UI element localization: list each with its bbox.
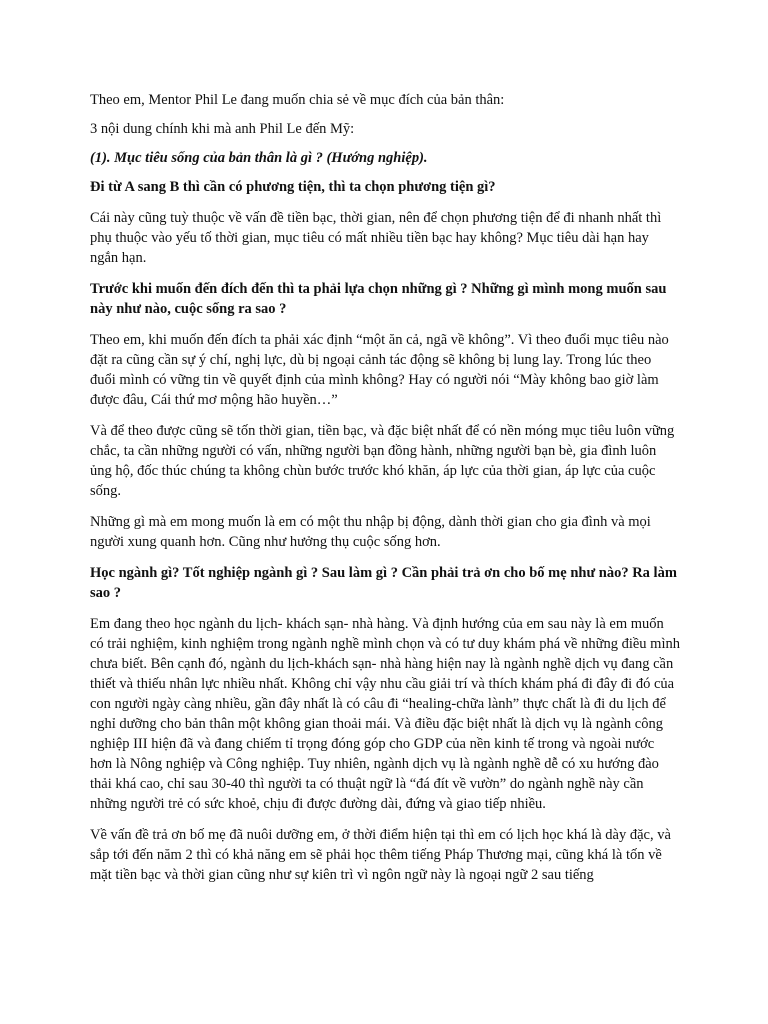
paragraph-support: Và để theo được cũng sẽ tốn thời gian, tiền bạc, và đặc biệt nhất để có nền móng mục tiêu luôn vững chắc, ta cần những người có vấn, những người bạn đồng hành, những người bạn bè, gia đình luôn ủng hộ, đốc thúc chúng ta không chùn bước trước khó khăn, áp lực của thời gian, áp lực của cuộc sống. [90,423,675,499]
heading-before-destination: Trước khi muốn đến đích đến thì ta phải lựa chọn những gì ? Những gì mình mong muốn sau này như nào, cuộc sống ra sao ? [90,281,667,317]
paragraph-tourism-major: Em đang theo học ngành du lịch- khách sạn- nhà hàng. Và định hướng của em sau này là em muốn có trải nghiệm, kinh nghiệm trong ngành nghề mình chọn và có tư duy khám phá về những điều mình chưa biết. Bên cạnh đó, ngành du lịch-khách sạn- nhà hàng hiện nay là ngành nghề dịch vụ đang cần thiết và thiếu nhân lực nhiều nhất. Không chỉ vậy nhu cầu giải trí và thích khám phá đi đây đi đó của con người ngày càng nhiều, gần đây nhất là có câu đi “healing-chữa lành” thực chất là đi du lịch để nghỉ dưỡng cho bản thân một không gian thoải mái. Và điều đặc biệt nhất là dịch vụ là ngành công nghiệp III hiện đã và đang chiếm tỉ trọng đóng góp cho GDP của nền kinh tế trong và ngoài nước hơn là Nông nghiệp và Công nghiệp. Tuy nhiên, ngành dịch vụ là ngành nghề dễ có xu hướng đào thải khá cao, chỉ sau 30-40 thì người ta có thuật ngữ là “đá đít về vườn” do ngành nghề này cần những người trẻ có sức khoẻ, chịu đi được đường dài, đứng và giao tiếp nhiều. [90,616,680,812]
heading-a-to-b: Đi từ A sang B thì cần có phương tiện, thì ta chọn phương tiện gì? [90,179,496,195]
heading-study-major: Học ngành gì? Tốt nghiệp ngành gì ? Sau làm gì ? Cần phải trả ơn cho bố mẹ như nào? Ra làm sao ? [90,565,677,601]
document-page [90,90,680,896]
paragraph-determination: Theo em, khi muốn đến đích ta phải xác định “một ăn cả, ngã về không”. Vì theo đuổi mục tiêu nào đặt ra cũng cần sự ý chí, nghị lực, dù bị ngoại cảnh tác động sẽ không bị lung lay. Trong lúc theo đuổi mình có vững tin về quyết định của mình không? Hay có người nói “Mày không bao giờ làm được đâu, Cái thứ mơ mộng hão huyền…” [90,332,669,408]
paragraph-transport-choice: Cái này cũng tuỳ thuộc về vấn đề tiền bạc, thời gian, nên để chọn phương tiện để đi nhanh nhất thì phụ thuộc vào yếu tố thời gian, mục tiêu có mất nhiều tiền bạc hay không? Mục tiêu dài hạn hay ngắn hạn. [90,210,662,266]
paragraph-three-contents: 3 nội dung chính khi mà anh Phil Le đến Mỹ: [90,121,355,137]
paragraph-repay-parents: Về vấn đề trả ơn bố mẹ đã nuôi dưỡng em, ở thời điểm hiện tại thì em có lịch học khá là dày đặc, và sắp tới đến năm 2 thì có khả năng em sẽ phải học thêm tiếng Pháp Thương mại, cũng khá là tốn về mặt tiền bạc và thời gian cũng như sự kiên trì vì ngôn ngữ này là ngoại ngữ 2 sau tiếng [90,827,671,883]
paragraph-intro: Theo em, Mentor Phil Le đang muốn chia sẻ về mục đích của bản thân: [90,92,505,108]
heading-life-goal: (1). Mục tiêu sống của bản thân là gì ? (Hướng nghiệp). [90,150,428,166]
paragraph-wishes: Những gì mà em mong muốn là em có một thu nhập bị động, dành thời gian cho gia đình và mọi người xung quanh hơn. Cũng như hưởng thụ cuộc sống hơn. [90,514,651,550]
